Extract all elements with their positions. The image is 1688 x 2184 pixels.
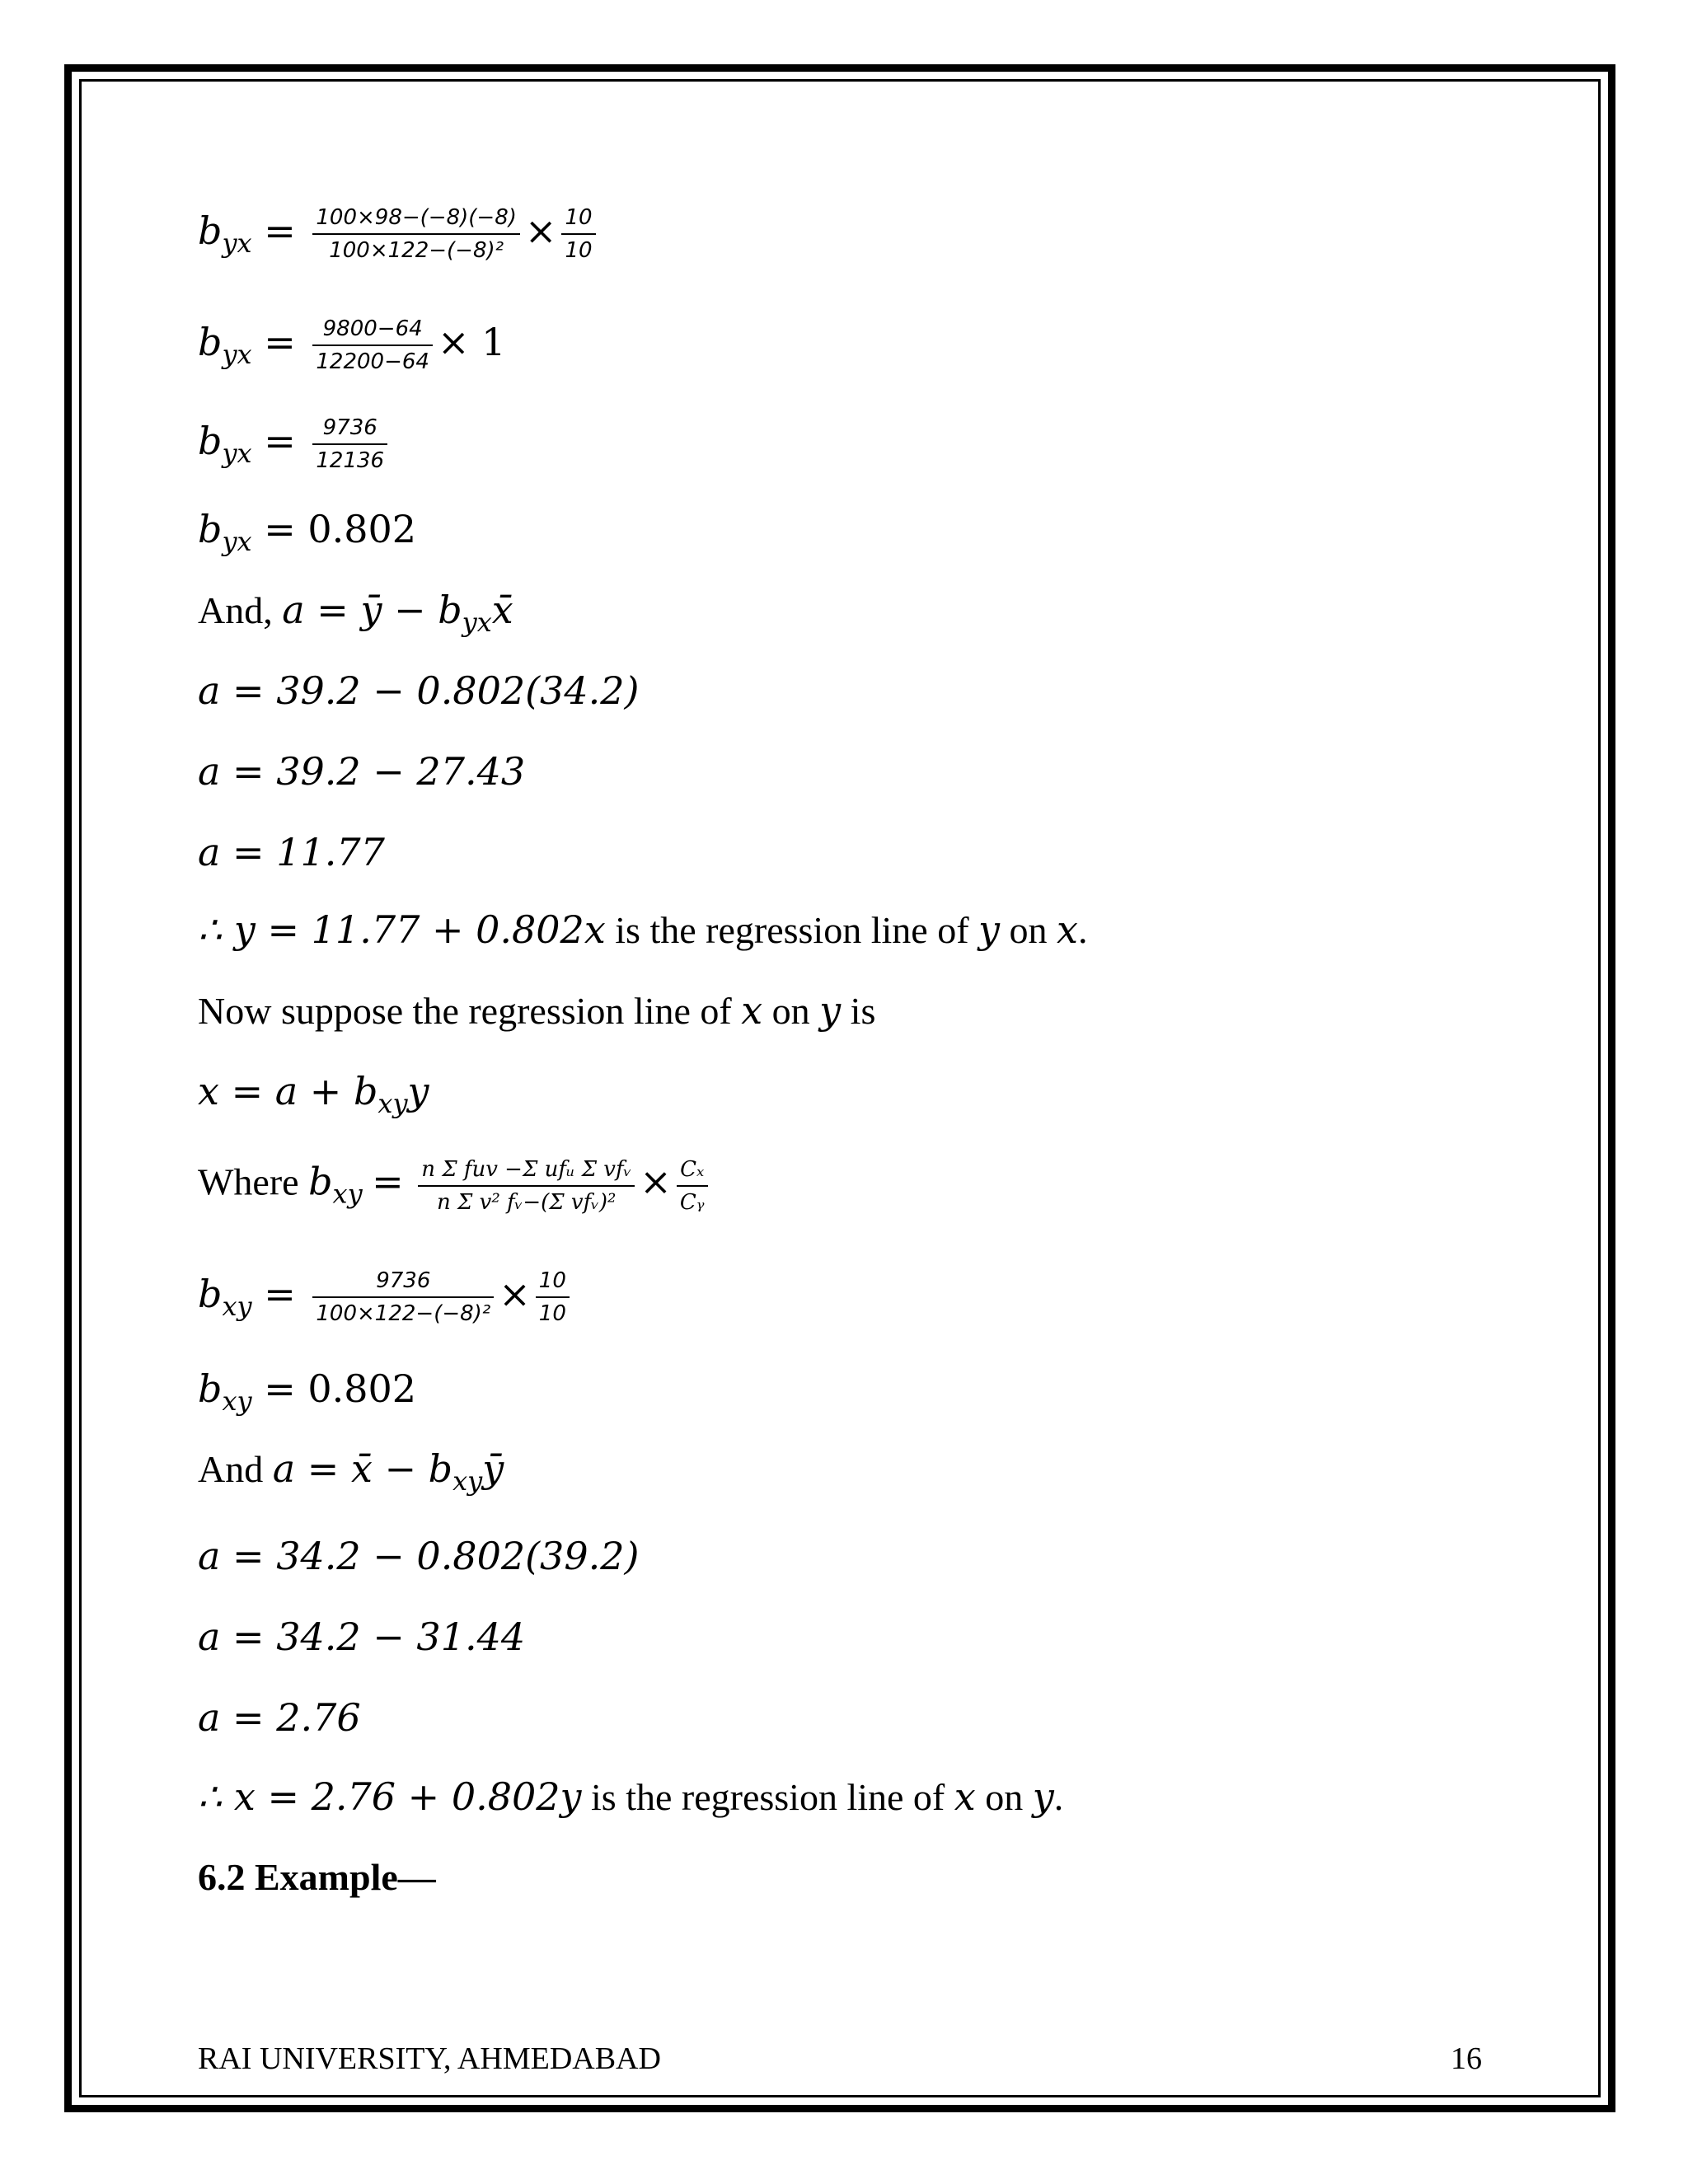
text-and: And, (198, 589, 283, 631)
var: x (1057, 907, 1078, 952)
numerator: 10 (561, 202, 595, 235)
page-number: 16 (1451, 2041, 1482, 2076)
formula: ∴ x = 2.76 + 0.802y (198, 1774, 582, 1819)
equals-sign: = (264, 1272, 296, 1316)
fraction (418, 1154, 635, 1218)
equals-sign: = (264, 320, 296, 364)
formula: x = a + b (198, 1069, 378, 1113)
numerator: 9736 (312, 412, 387, 445)
equation-bxy-formula (198, 1154, 713, 1219)
text-where: Where (198, 1160, 309, 1203)
subscript: yx (222, 526, 252, 557)
subscript: xy (377, 1088, 408, 1119)
text: on (1000, 909, 1057, 951)
text-and: And (198, 1448, 273, 1490)
equation-a-4: a = 34.2 − 0.802(39.2) (198, 1534, 640, 1578)
var: x (741, 988, 763, 1033)
numerator: 100×98−(−8)(−8) (312, 202, 520, 235)
subscript: yx (462, 607, 492, 638)
var-b: b (198, 209, 223, 253)
subscript: xy (332, 1178, 363, 1210)
text: on (975, 1776, 1033, 1818)
text: Now suppose the regression line of (198, 990, 742, 1032)
text: on (762, 990, 820, 1032)
formula-end: x̄ (491, 588, 513, 632)
denominator: 100×122−(−8)² (316, 1301, 491, 1326)
equation-x-line (198, 1066, 429, 1128)
fraction-scale (677, 1154, 708, 1218)
section-heading: 6.2 Example— (198, 1856, 436, 1898)
denominator: 10 (565, 238, 593, 263)
equals-sign: = (264, 209, 296, 253)
regression-line-x-on-y (198, 1772, 1063, 1822)
fraction (312, 313, 433, 377)
times-sign: × (499, 1272, 531, 1316)
result: = 0.802 (264, 1366, 417, 1411)
var-b: b (198, 1272, 223, 1316)
equation-a-2: a = 39.2 − 27.43 (198, 749, 526, 794)
equation-byx-3 (198, 412, 392, 478)
subscript: yx (222, 227, 252, 259)
numerator: 9736 (312, 1265, 494, 1298)
var: y (1032, 1774, 1054, 1819)
equation-byx-result (198, 504, 416, 566)
equation-a-5: a = 34.2 − 31.44 (198, 1615, 526, 1659)
formula: ∴ y = 11.77 + 0.802x (198, 907, 606, 952)
equation-a-def-2 (198, 1444, 504, 1506)
var-b: b (198, 1366, 223, 1411)
denominator: 12136 (316, 448, 385, 473)
formula-end: ȳ (482, 1446, 504, 1491)
var-b: b (198, 419, 223, 463)
denominator: 12200−64 (316, 349, 429, 374)
equation-byx-2 (198, 313, 505, 379)
equation-byx-1 (198, 202, 601, 268)
text: is (841, 990, 876, 1032)
fraction (312, 412, 387, 476)
numerator: 10 (536, 1265, 570, 1298)
formula-end: y (407, 1069, 429, 1113)
equation-a-1: a = 39.2 − 0.802(34.2) (198, 668, 640, 713)
denominator: n Σ v² fᵥ−(Σ vfᵥ)² (436, 1190, 617, 1215)
var-b: b (198, 320, 223, 364)
subscript: xy (222, 1385, 252, 1417)
denominator: 100×122−(−8)² (329, 238, 504, 263)
equals-sign: = (372, 1159, 404, 1204)
times-sign: × (524, 209, 557, 253)
numerator: 9800−64 (312, 313, 433, 346)
text: is the regression line of (605, 909, 979, 951)
text: . (1077, 909, 1088, 951)
footer-university: RAI UNIVERSITY, AHMEDABAD (198, 2041, 661, 2076)
formula: a = ȳ − b (282, 588, 462, 632)
subscript: yx (222, 339, 252, 370)
times-sign: × (640, 1159, 672, 1204)
result: = 0.802 (264, 507, 417, 551)
fraction (312, 1265, 494, 1329)
equation-a-def (198, 585, 513, 647)
denominator: Cᵧ (679, 1190, 705, 1215)
subscript: xy (222, 1291, 252, 1322)
equation-bxy-result (198, 1364, 416, 1426)
numerator: n Σ fuv −Σ ufᵤ Σ vfᵥ (418, 1154, 635, 1187)
fraction-scale (536, 1265, 570, 1329)
statement-x-on-y (198, 986, 875, 1036)
regression-line-y-on-x (198, 905, 1087, 955)
var: y (819, 988, 842, 1033)
subscript: yx (222, 438, 252, 469)
equation-a-3: a = 11.77 (198, 830, 385, 874)
text: . (1053, 1776, 1064, 1818)
equation-a-6: a = 2.76 (198, 1695, 361, 1740)
text: is the regression line of (581, 1776, 954, 1818)
subscript: xy (452, 1465, 483, 1497)
fraction-scale (561, 202, 595, 266)
numerator: Cₓ (677, 1154, 708, 1187)
var: y (978, 907, 1001, 952)
var-b: b (198, 507, 223, 551)
var: x (954, 1774, 976, 1819)
equation-bxy-1 (198, 1265, 574, 1331)
times-one: × 1 (437, 320, 506, 364)
formula: a = x̄ − b (272, 1446, 453, 1491)
var-b: b (308, 1159, 333, 1204)
fraction (312, 202, 520, 266)
denominator: 10 (538, 1301, 566, 1326)
equals-sign: = (264, 419, 296, 463)
